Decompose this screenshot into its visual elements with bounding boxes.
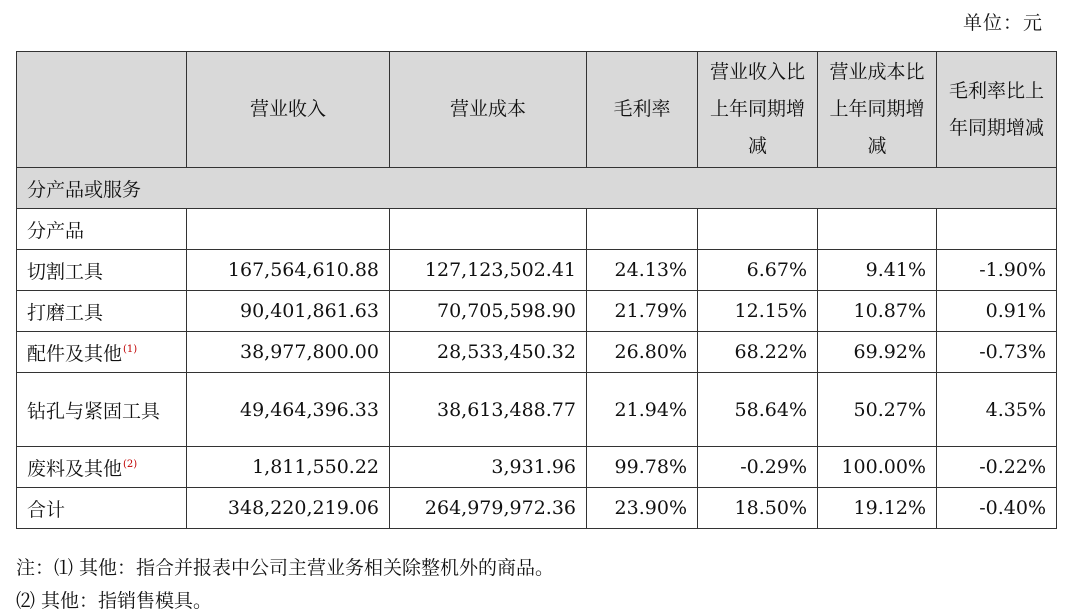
cell-cost-change: 100.00%: [818, 447, 937, 488]
cell-revenue: 90,401,861.63: [187, 291, 390, 332]
row-label: 废料及其他$^{(2)}$: [17, 447, 187, 488]
header-cost-change: 营业成本比上年同期增减: [818, 52, 937, 168]
footnote-mark: (1): [123, 344, 138, 356]
cell-revenue-change: 18.50%: [698, 488, 818, 529]
footnote-mark: (2): [123, 459, 138, 471]
cell-margin: 26.80%: [587, 332, 698, 373]
cell-revenue-change: -0.29%: [698, 447, 818, 488]
cell-margin-change: 0.91%: [937, 291, 1057, 332]
cell-cost: 264,979,972.36: [390, 488, 587, 529]
cell-cost-change: 10.87%: [818, 291, 937, 332]
table-row: [17, 332, 1057, 373]
cell-revenue: 49,464,396.33: [187, 373, 390, 447]
cell-margin-change: -1.90%: [937, 250, 1057, 291]
unit-label: 单位：元: [962, 12, 1043, 34]
cell-revenue-change: 58.64%: [698, 373, 818, 447]
cell-revenue: 167,564,610.88: [187, 250, 390, 291]
cell-cost: 28,533,450.32: [390, 332, 587, 373]
cell-margin-change: -0.22%: [937, 447, 1057, 488]
cell-revenue: 38,977,800.00: [187, 332, 390, 373]
cell-cost: 3,931.96: [390, 447, 587, 488]
cell-cost-change: 50.27%: [818, 373, 937, 447]
table-row: [17, 447, 1057, 488]
cell-cost: 127,123,502.41: [390, 250, 587, 291]
cell-cost: 38,613,488.77: [390, 373, 587, 447]
cell-revenue-change: 68.22%: [698, 332, 818, 373]
cell-margin: 23.90%: [587, 488, 698, 529]
subsection-label: 分产品: [17, 209, 187, 250]
cell-cost-change: 69.92%: [818, 332, 937, 373]
header-cost: 营业成本: [390, 52, 587, 168]
header-margin-change: 毛利率比上年同期增减: [937, 52, 1057, 168]
cell-margin-change: 4.35%: [937, 373, 1057, 447]
header-blank: [17, 52, 187, 168]
cell-cost-change: 19.12%: [818, 488, 937, 529]
cell-margin: 99.78%: [587, 447, 698, 488]
cell-revenue-change: 6.67%: [698, 250, 818, 291]
footnote-1: 注：⑴ 其他：指合并报表中公司主营业务相关除整机外的商品。: [16, 557, 555, 579]
cell-margin-change: -0.73%: [937, 332, 1057, 373]
cell-revenue: 348,220,219.06: [187, 488, 390, 529]
subsection-row: [17, 209, 1057, 250]
cell-cost-change: 9.41%: [818, 250, 937, 291]
cell-margin: 24.13%: [587, 250, 698, 291]
header-row: [17, 52, 1057, 168]
row-label: 合计: [17, 488, 187, 529]
table-row: [17, 291, 1057, 332]
footnote-2: ⑵ 其他：指销售模具。: [16, 590, 213, 612]
row-label: 钻孔与紧固工具: [17, 373, 187, 447]
financial-table: [16, 51, 1057, 529]
header-revenue-change: 营业收入比上年同期增减: [698, 52, 818, 168]
section-row: [17, 168, 1057, 209]
table-row: [17, 373, 1057, 447]
row-label: 配件及其他$^{(1)}$: [17, 332, 187, 373]
section-label: 分产品或服务: [17, 168, 1057, 209]
table-row: [17, 250, 1057, 291]
cell-margin-change: -0.40%: [937, 488, 1057, 529]
cell-revenue: 1,811,550.22: [187, 447, 390, 488]
row-label: 打磨工具: [17, 291, 187, 332]
cell-margin: 21.79%: [587, 291, 698, 332]
header-revenue: 营业收入: [187, 52, 390, 168]
row-label: 切割工具: [17, 250, 187, 291]
cell-revenue-change: 12.15%: [698, 291, 818, 332]
total-row: [17, 488, 1057, 529]
cell-cost: 70,705,598.90: [390, 291, 587, 332]
cell-margin: 21.94%: [587, 373, 698, 447]
header-margin: 毛利率: [587, 52, 698, 168]
